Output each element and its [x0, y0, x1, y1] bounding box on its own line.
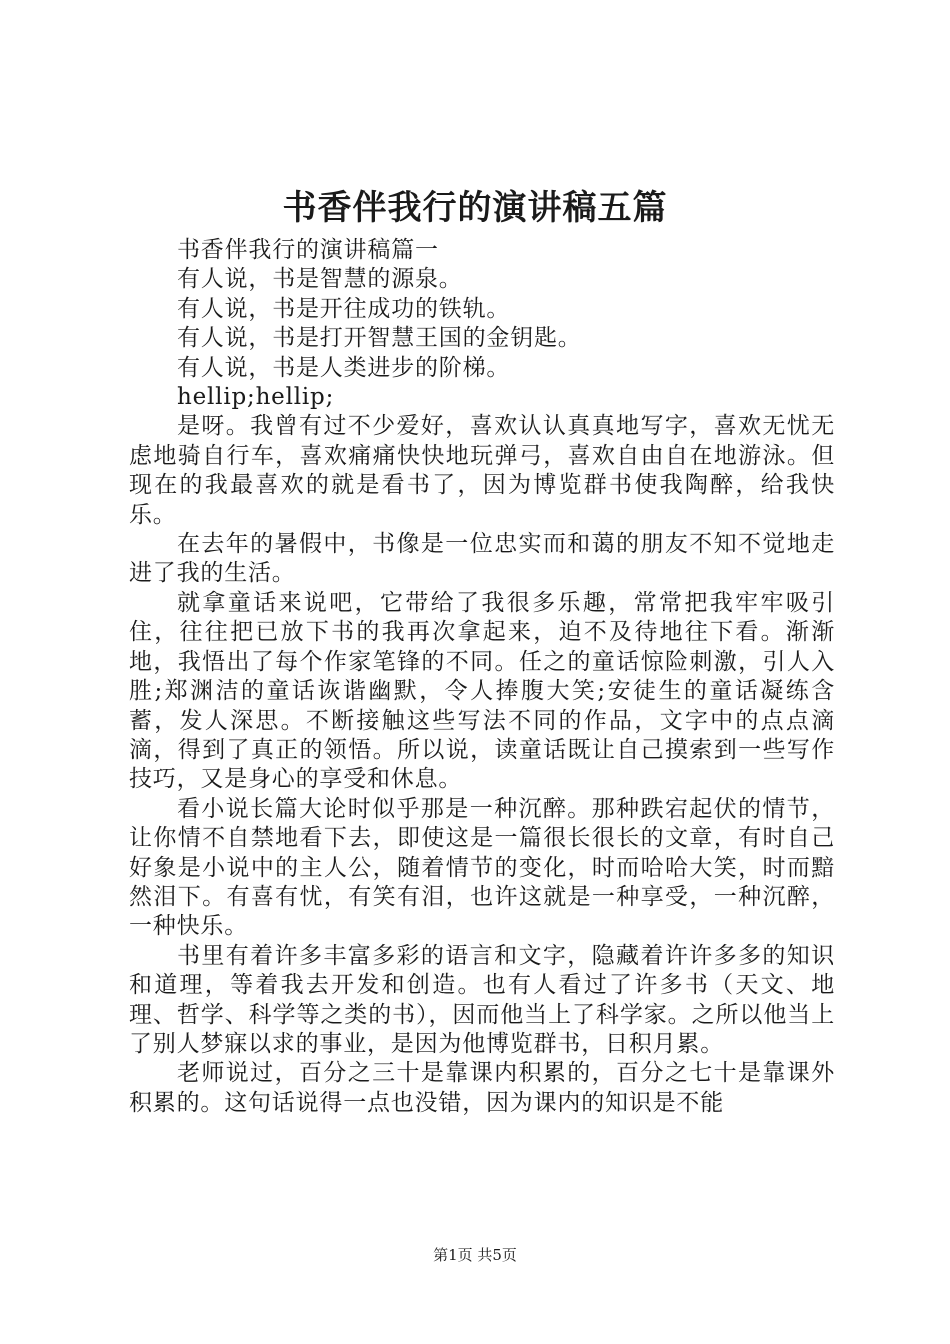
document-title: 书香伴我行的演讲稿五篇 — [282, 188, 668, 228]
paragraph: 有人说，书是智慧的源泉。 — [177, 266, 463, 293]
document-body — [129, 236, 835, 1118]
paragraph: 老师说过，百分之三十是靠课内积累的，百分之七十是靠课外积累的。这句话说得一点也没错，因为课内的知识是不能 — [129, 1060, 835, 1116]
paragraph: 有人说，书是人类进步的阶梯。 — [177, 354, 511, 381]
paragraph: 有人说，书是打开智慧王国的金钥匙。 — [177, 325, 582, 352]
paragraph: 是呀。我曾有过不少爱好，喜欢认认真真地写字，喜欢无忧无虑地骑自行车，喜欢痛痛快快地玩弹弓，喜欢自由自在地游泳。但现在的我最喜欢的就是看书了，因为博览群书使我陶醉，给我快乐。 — [129, 413, 835, 528]
paragraph: 有人说，书是开往成功的铁轨。 — [177, 295, 511, 322]
paragraph: hellip;hellip; — [177, 384, 335, 411]
page-number-footer: 第1页 共5页 — [433, 1246, 517, 1264]
paragraph: 书里有着许多丰富多彩的语言和文字，隐藏着许许多多的知识和道理，等着我去开发和创造。也有人看过了许多书（天文、地理、哲学、科学等之类的书），因而他当上了科学家。之所以他当上了别人梦寐以求的事业，是因为他博览群书，日积月累。 — [129, 942, 835, 1057]
paragraph: 就拿童话来说吧，它带给了我很多乐趣，常常把我牢牢吸引住，往往把已放下书的我再次拿起来，迫不及待地往下看。渐渐地，我悟出了每个作家笔锋的不同。任之的童话惊险刺激，引人入胜;郑渊洁的童话诙谐幽默，令人捧腹大笑;安徒生的童话凝练含蓄，发人深思。不断接触这些写法不同的作品，文字中的点点滴滴，得到了真正的领悟。所以说，读童话既让自己摸索到一些写作技巧，又是身心的享受和休息。 — [129, 589, 835, 793]
paragraph: 在去年的暑假中，书像是一位忠实而和蔼的朋友不知不觉地走进了我的生活。 — [129, 531, 835, 587]
paragraph: 看小说长篇大论时似乎那是一种沉醉。那种跌宕起伏的情节，让你情不自禁地看下去，即使这是一篇很长很长的文章，有时自己好象是小说中的主人公，随着情节的变化，时而哈哈大笑，时而黯然泪下。有喜有忧，有笑有泪，也许这就是一种享受，一种沉醉，一种快乐。 — [129, 795, 835, 940]
paragraph-heading: 书香伴我行的演讲稿篇一 — [177, 237, 439, 263]
